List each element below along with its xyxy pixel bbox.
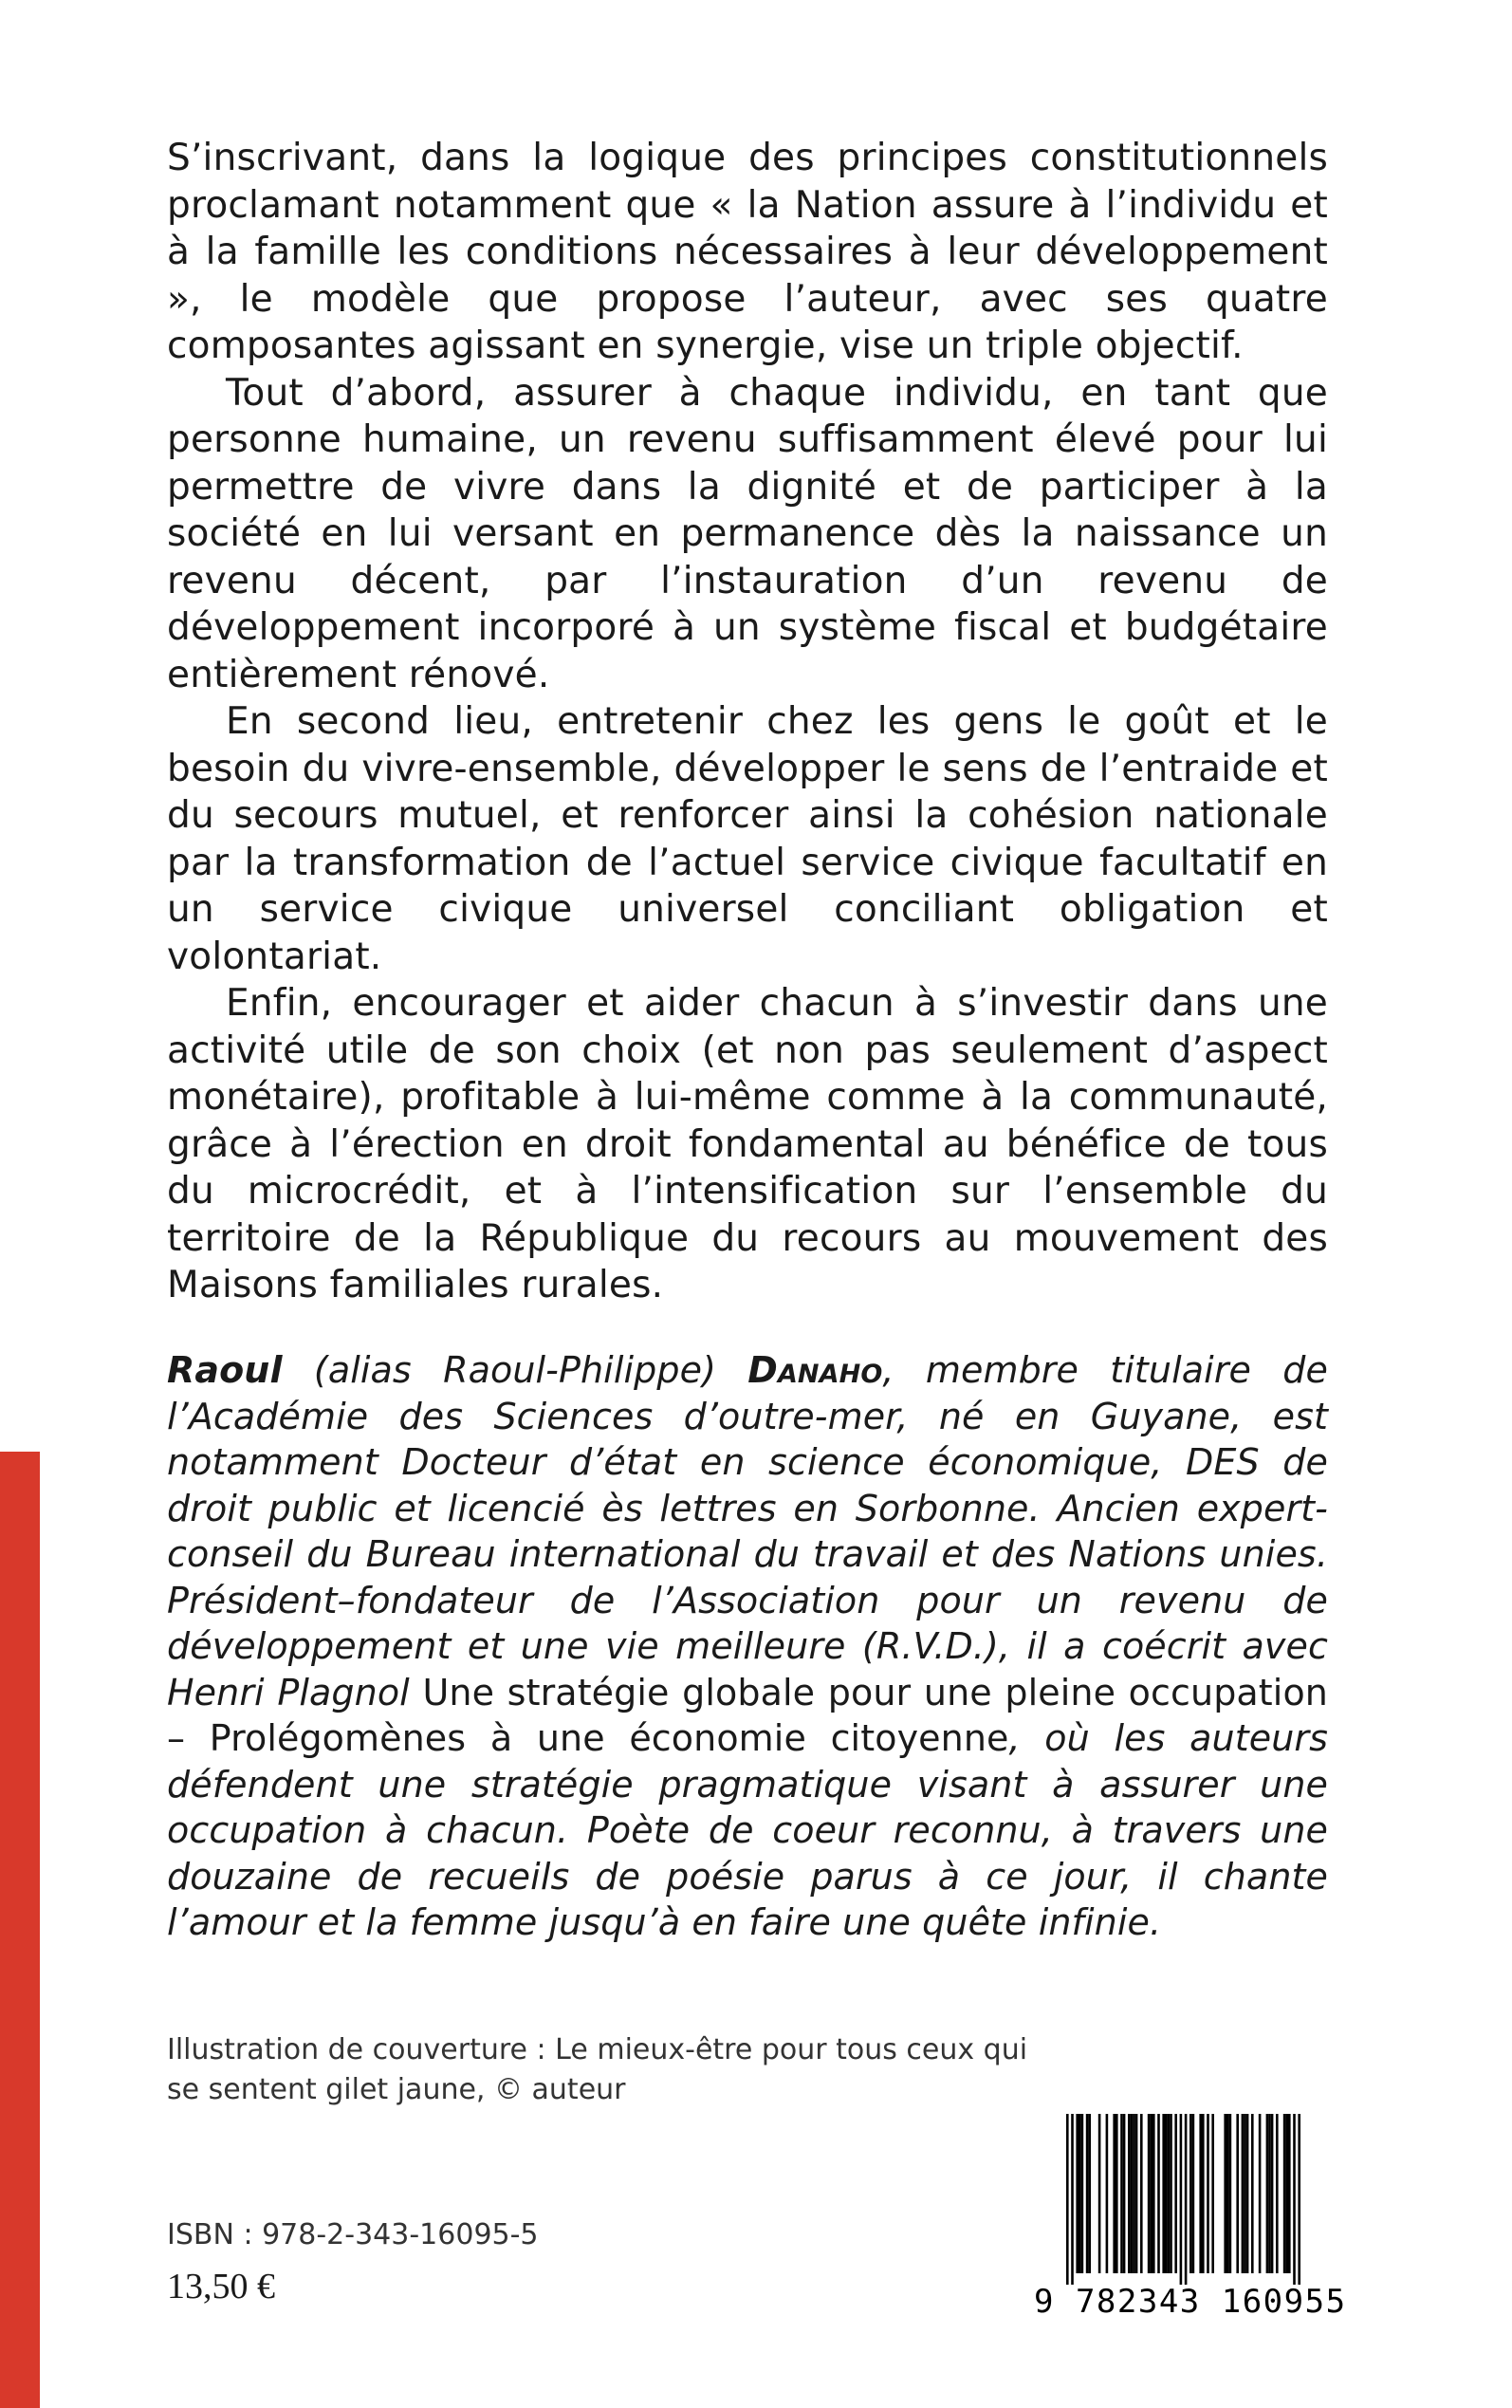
barcode-bars [1034,2114,1328,2294]
barcode-bar [1298,2114,1300,2285]
barcode-bar [1192,2114,1195,2273]
cover-illustration-credit: Illustration de couverture : Le mieux-être pour tous ceux qui se sentent gilet jaune, © auteur [167,2033,1028,2106]
barcode-bar [1162,2114,1165,2273]
price: 13,50 € [167,2267,275,2306]
barcode-bar [1211,2114,1214,2273]
barcode-bar [1283,2114,1286,2273]
barcode [1034,2114,1347,2323]
barcode-bar [1071,2114,1074,2285]
summary-paragraph-3: En second lieu, entretenir chez les gens le goût et le besoin du vivre-ensemble, développer le sens de l’entraide et du secours mutuel, et renforcer ainsi la cohésion nationale par la transformation de l’actuel service civique facultatif en un service civique universel conciliant obligation et volontariat. [167,700,1328,978]
barcode-bar [1244,2114,1246,2273]
barcode-digits: 9 782343 160955 [1034,2283,1347,2321]
barcode-bar [1168,2114,1171,2273]
barcode-bar [1106,2114,1109,2273]
bio-text-2: , où les auteurs défendent une stratégie pragmatique visant à assurer une occupation à chacun. Poète de coeur reconnu, à travers une douzaine de recueils de poésie parus à ce jour, il chante l’amour et la femme jusqu’à en faire une quête infinie. [167,1717,1328,1943]
barcode-bar [1224,2114,1226,2273]
barcode-bar [1140,2114,1143,2273]
barcode-bar [1271,2114,1274,2273]
barcode-bar [1098,2114,1101,2273]
barcode-bar [1066,2114,1069,2285]
summary-paragraph-2: Tout d’abord, assurer à chaque individu, en tant que personne humaine, un revenu suffisamment élevé pour lui permettre de vivre dans la dignité et de participer à la société en lui versant en permanence dès la naissance un revenu décent, par l’instauration d’un revenu de développement incorporé à un système fiscal et budgétaire entièrement rénové. [167,371,1328,696]
summary-paragraph-4: Enfin, encourager et aider chacun à s’investir dans une activité utile de son choix (et non pas seulement d’aspect monétaire), profitable à lui-même comme à la communauté, grâce à l’érection en droit fondamental au bénéfice de tous du microcrédit, et à l’intensification sur l’ensemble du territoire de la République du recours au mouvement des Maisons familiales rurales. [167,982,1328,1306]
author-first-name: Raoul [167,1349,283,1391]
barcode-bar [1288,2114,1291,2273]
barcode-bar [1226,2114,1229,2273]
barcode-bar [1135,2114,1138,2273]
barcode-bar [1123,2114,1126,2273]
bio-text-1: , membre titulaire de l’Académie des Sciences d’outre-mer, né en Guyane, est notamment Docteur d’état en science économique, DES de droit public et licencié ès lettres en Sorbonne. Ancien expert-conseil du Bureau international du travail et des Nations unies. Président–fondateur de l’Association pour un revenu de développement et une vie meilleure (R.V.D.), il a coécrit avec Henri Plagnol [167,1349,1329,1713]
barcode-bar [1189,2114,1192,2273]
barcode-bar [1120,2114,1123,2273]
barcode-bar [1246,2114,1249,2273]
author-alias: (alias Raoul-Philippe) [313,1349,716,1391]
barcode-bar [1128,2114,1131,2273]
barcode-bar [1259,2114,1262,2273]
barcode-bar [1131,2114,1134,2273]
barcode-bar [1236,2114,1239,2273]
barcode-bar [1293,2114,1296,2285]
barcode-bar [1079,2114,1081,2273]
barcode-bar [1086,2114,1089,2273]
barcode-bar [1199,2114,1202,2273]
barcode-bar [1174,2114,1177,2273]
barcode-bar [1157,2114,1160,2273]
book-title: Une stratégie globale pour une pleine occupation – Prolégomènes à une économie citoyenne [167,1671,1328,1759]
barcode-bar [1088,2114,1091,2273]
barcode-bar [1268,2114,1271,2273]
back-cover-summary [167,135,1328,1309]
barcode-bar [1133,2114,1135,2273]
author-biography [167,1347,1328,1946]
barcode-bar [1207,2114,1209,2273]
barcode-bar [1150,2114,1152,2273]
barcode-bar [1229,2114,1232,2273]
isbn-number: ISBN : 978-2-343-16095-5 [167,2218,539,2251]
author-last-name: Danaho [747,1349,883,1391]
summary-paragraph-1: S’inscrivant, dans la logique des principes constitutionnels proclamant notamment que « la Nation assure à l’individu et à la famille les conditions nécessaires à leur développement », le modèle que propose l’auteur, avec ses quatre composantes agissant en synergie, vise un triple objectif. [167,137,1328,367]
barcode-bar [1081,2114,1084,2273]
barcode-bar [1180,2114,1183,2285]
barcode-bar [1152,2114,1155,2273]
barcode-bar [1285,2114,1288,2273]
barcode-bar [1076,2114,1079,2273]
barcode-bar [1202,2114,1205,2273]
barcode-bar [1165,2114,1168,2273]
barcode-bar [1276,2114,1279,2273]
barcode-bar [1113,2114,1116,2273]
barcode-bar [1116,2114,1118,2273]
barcode-bar [1185,2114,1188,2285]
barcode-bar [1170,2114,1172,2273]
barcode-bar [1251,2114,1254,2273]
red-accent-bar [0,1452,40,2408]
barcode-bar [1148,2114,1151,2273]
barcode-bar [1242,2114,1245,2273]
barcode-bar [1266,2114,1269,2273]
